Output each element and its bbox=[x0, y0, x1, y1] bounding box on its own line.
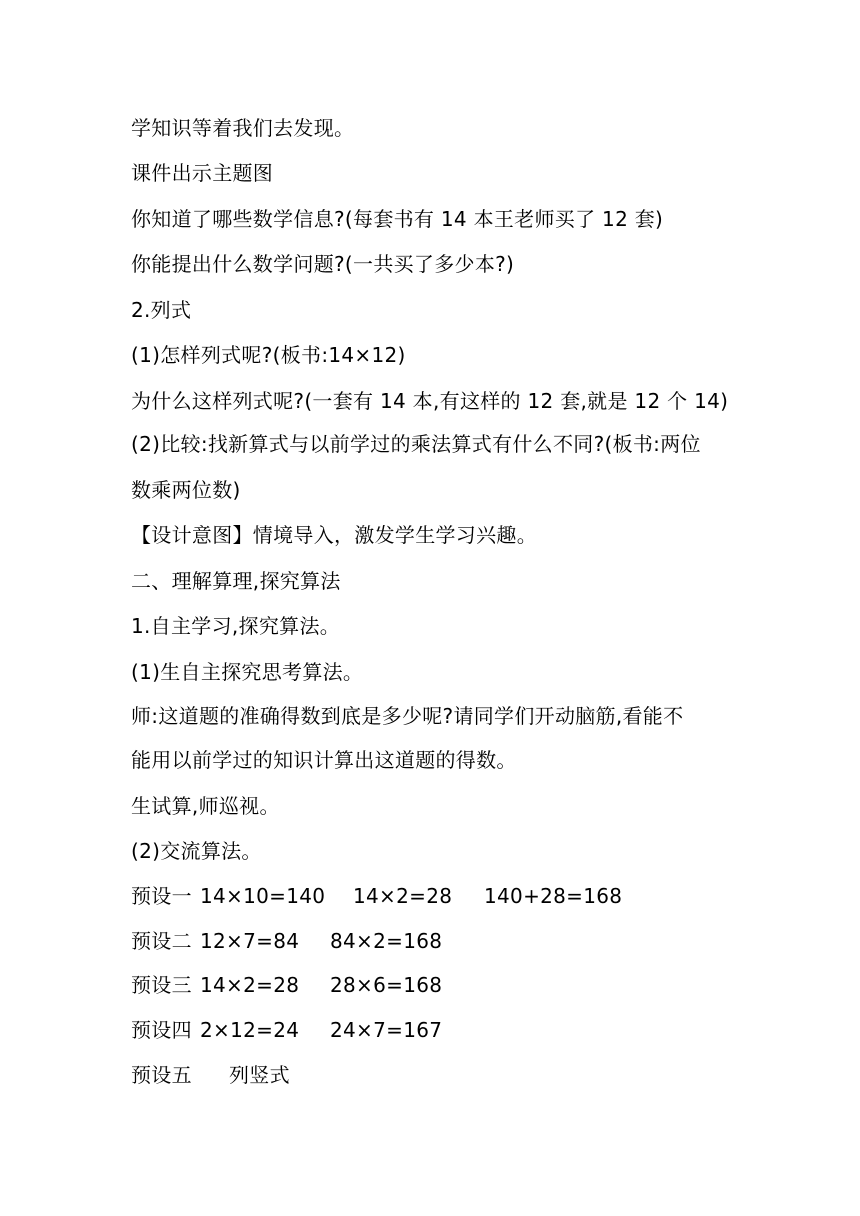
text-line: 生试算,师巡视。 bbox=[131, 794, 280, 818]
text-line: 课件出示主题图 bbox=[131, 161, 274, 185]
section-heading: 二、理解算理,探究算法 bbox=[131, 569, 341, 593]
preset-equation: 140+28=168 bbox=[484, 884, 623, 908]
preset-row bbox=[131, 882, 623, 910]
preset-equation: 14×2=28 bbox=[353, 884, 453, 908]
preset-equation: 24×7=167 bbox=[330, 1018, 443, 1042]
section-heading: 1.自主学习,探究算法。 bbox=[131, 614, 341, 638]
preset-label: 预设一 bbox=[131, 884, 192, 908]
preset-equation: 28×6=168 bbox=[330, 973, 443, 997]
text-line: 学知识等着我们去发现。 bbox=[131, 116, 355, 140]
preset-equation: 84×2=168 bbox=[330, 929, 443, 953]
text-line: 数乘两位数) bbox=[131, 478, 241, 502]
text-line: 你能提出什么数学问题?(一共买了多少本?) bbox=[131, 252, 515, 276]
text-line: 你知道了哪些数学信息?(每套书有 14 本王老师买了 12 套) bbox=[131, 207, 664, 231]
preset-label: 预设五 bbox=[131, 1063, 192, 1087]
preset-row bbox=[131, 1061, 290, 1089]
preset-label: 预设三 bbox=[131, 973, 192, 997]
preset-row bbox=[131, 927, 443, 955]
text-line: (2)交流算法。 bbox=[131, 839, 262, 863]
text-line: (1)怎样列式呢?(板书:14×12) bbox=[131, 343, 406, 367]
text-line: 为什么这样列式呢?(一套有 14 本,有这样的 12 套,就是 12 个 14) bbox=[131, 389, 729, 413]
text-line: (2)比较:找新算式与以前学过的乘法算式有什么不同?(板书:两位 bbox=[131, 432, 701, 456]
preset-equation: 14×2=28 bbox=[200, 973, 300, 997]
preset-equation: 12×7=84 bbox=[200, 929, 300, 953]
preset-equation: 列竖式 bbox=[229, 1063, 290, 1087]
preset-equation: 2×12=24 bbox=[200, 1018, 300, 1042]
design-intent: 【设计意图】情境导入，激发学生学习兴趣。 bbox=[131, 523, 537, 547]
preset-row bbox=[131, 971, 443, 999]
section-heading: 2.列式 bbox=[131, 298, 192, 322]
preset-equation: 14×10=140 bbox=[200, 884, 326, 908]
text-line: (1)生自主探究思考算法。 bbox=[131, 660, 364, 684]
preset-row bbox=[131, 1016, 443, 1044]
preset-label: 预设四 bbox=[131, 1018, 192, 1042]
preset-label: 预设二 bbox=[131, 929, 192, 953]
text-line: 能用以前学过的知识计算出这道题的得数。 bbox=[131, 748, 517, 772]
text-line: 师:这道题的准确得数到底是多少呢?请同学们开动脑筋,看能不 bbox=[131, 704, 684, 728]
